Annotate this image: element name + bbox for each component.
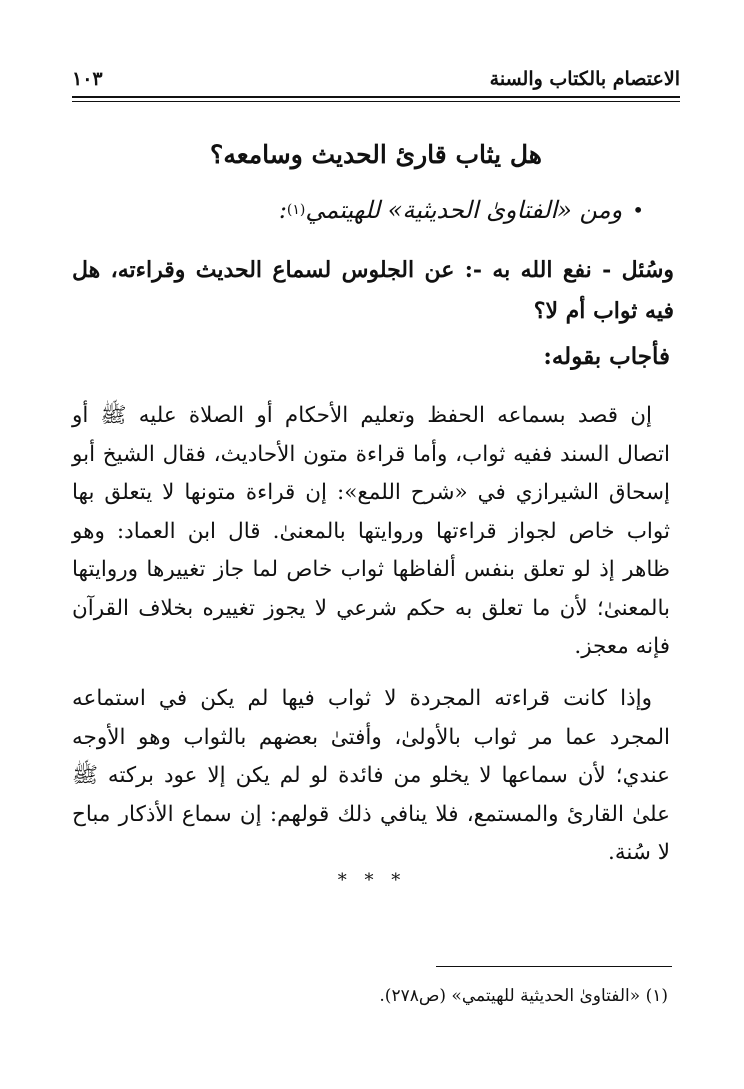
section-title: هل يثاب قارئ الحديث وسامعه؟ [210, 140, 542, 169]
running-header [72, 62, 680, 96]
source-colon: : [278, 196, 287, 224]
answer-paragraph-2 [72, 680, 670, 873]
header-rule [72, 96, 680, 98]
page-number: ١٠٣ [72, 68, 103, 90]
footnote-rule [436, 966, 672, 967]
footnote: (١) «الفتاوىٰ الحديثية للهيتمي» (ص٢٧٨). [379, 986, 668, 1006]
source-line [279, 196, 644, 224]
section-separator: * * * [337, 870, 407, 891]
question-block [72, 250, 674, 332]
header-rule-thin [72, 101, 680, 102]
paragraph-text: إن قصد بسماعه الحفظ وتعليم الأحكام أو الصلاة عليه ﷺ أو اتصال السند ففيه ثواب، وأما قراءة متون الأحاديث، فقال الشيخ أبو إسحاق الشيرازي في «شرح اللمع»: إن قراءة متونها لا يتعلق بها ثواب خاص لجواز قراءتها وروايتها بالمعنىٰ. قال ابن العماد: وهو ظاهر إذ لو تعلق بنفس ألفاظها ثواب خاص لما جاز تغييرها وروايتها بالمعنىٰ؛ لأن ما تعلق به حكم شرعي لا يجوز تغييره بخلاف القرآن فإنه معجز. [72, 403, 670, 659]
running-title: الاعتصام بالكتاب والسنة [489, 68, 680, 90]
source-text: ومن «الفتاوىٰ الحديثية» للهيتمي [305, 196, 623, 224]
bullet-icon: • [632, 198, 644, 222]
footnote-ref: (١) [286, 202, 306, 218]
question-text: وسُئل - نفع الله به -: عن الجلوس لسماع الحديث وقراءته، هل فيه ثواب أم لا؟ [72, 257, 674, 324]
answer-paragraph-1 [72, 397, 670, 667]
paragraph-text: وإذا كانت قراءته المجردة لا ثواب فيها لم يكن في استماعه المجرد عما مر ثواب بالأولىٰ، وأفتىٰ بعضهم بالثواب وهو الأوجه عندي؛ لأن سماعها لا يخلو من فائدة لو لم يكن إلا عود بركته ﷺ علىٰ القارئ والمستمع، فلا ينافي ذلك قولهم: إن سماع الأذكار مباح لا سُنة. [72, 686, 670, 865]
answer-intro: فأجاب بقوله: [543, 343, 670, 370]
